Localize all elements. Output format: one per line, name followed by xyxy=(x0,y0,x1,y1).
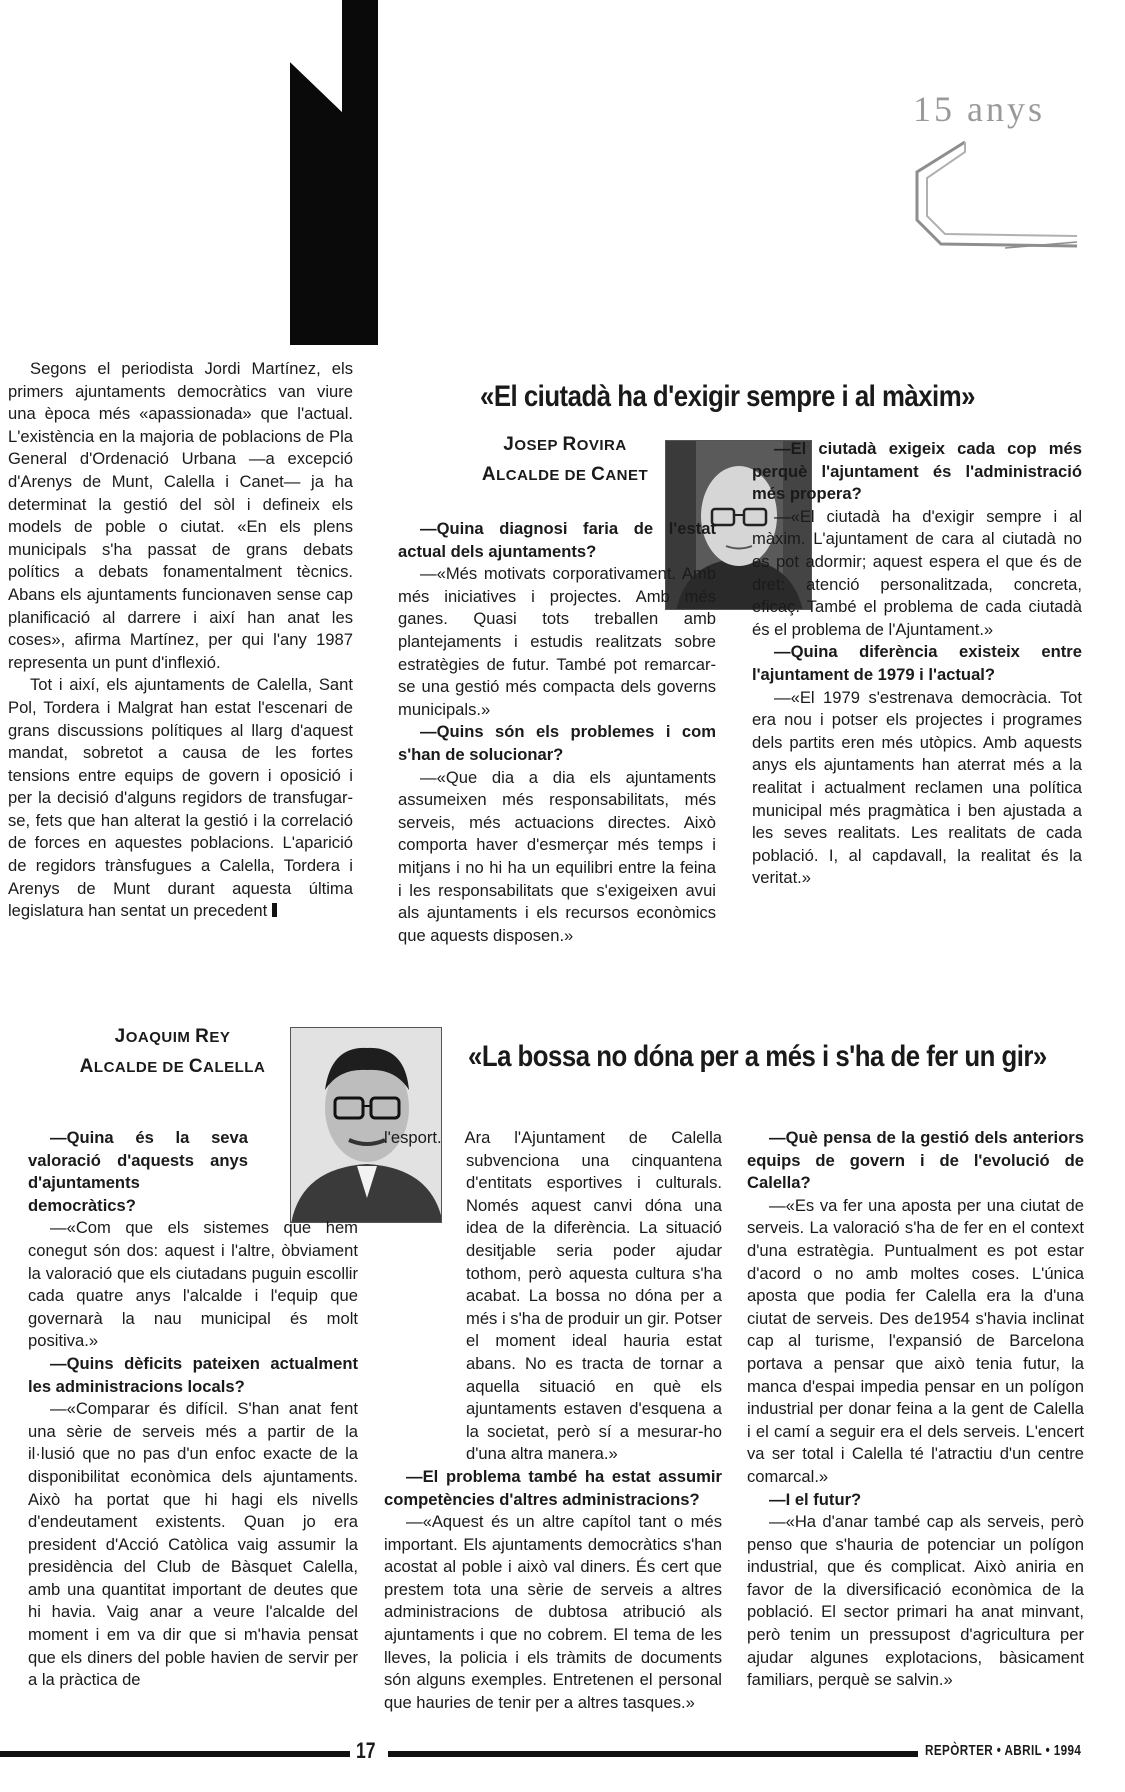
decorative-black-block xyxy=(290,0,378,345)
interview2-byline xyxy=(65,1022,280,1082)
interview1-role: ALCALDE DE CANET xyxy=(481,464,649,485)
interview2-question: —El problema també ha estat assumir competències d'altres administracions? xyxy=(384,1466,722,1509)
badge-bracket-graphic xyxy=(905,132,1085,262)
intro-paragraph: Segons el periodista Jordi Martínez, els primers ajuntaments democràtics van viure una època més «apassionada» que l'actual. L'existència en la majoria de poblacions de Pla General d'Ordenació Urbana —a excepció d'Arenys de Munt, Calella i Canet— ja ha determinat la gestió del sòl i defineix els models de poble o ciutat. «En els plens municipals s'ha passat de grans debats polítics a debats fonamentalment tècnics. Abans els ajuntaments funcionaven sense cap planificació al darrere i així han anat les coses», afirma Martínez, per qui l'any 1987 representa un punt d'inflexió. xyxy=(8,359,353,672)
interview1-column-1 xyxy=(398,518,716,947)
footer-rule-left xyxy=(0,1751,350,1757)
interview1-name: JOSEP ROVIRA xyxy=(503,434,627,455)
interview2-role: ALCALDE DE CALELLA xyxy=(79,1056,266,1077)
interview2-column-2 xyxy=(384,1127,722,1714)
interview1-question: —El ciutadà exigeix cada cop més perquè l'ajuntament és l'administració més propera? xyxy=(752,439,1082,504)
intro-paragraph-text: Tot i així, els ajuntaments de Calella, Sant Pol, Tordera i Malgrat han estat l'escenari de grans discussions polítiques al llarg d'aquest mandat, sobretot a causa de les fortes tensions entre equips de govern i oposició i per la decisió d'alguns regidors de transfugar-se, fets que han alterat la gestió i la correlació de forces en aquestes poblacions. L'aparició de regidors trànsfugues a Calella, Tordera i Arenys de Munt durant aquesta última legislatura han sentat un precedent xyxy=(8,675,353,921)
interview2-question: —Què pensa de la gestió dels anteriors equips de govern i de l'evolució de Calella? xyxy=(747,1128,1084,1193)
interview2-answer: l'esport. Ara l'Ajuntament de Calella subvenciona una cinquantena d'entitats esportives i culturals. Només aquest canvi dóna una idea de la diferència. La situació desitjable seria poder ajudar tothom, però aquesta cultura s'ha acabat. La bossa no dóna per a més i s'ha de produir un gir. Potser el moment ideal hauria estat abans. No es tracta de tornar a aquella situació en què els ajuntaments estaven d'esquena a la societat, però sí a mesurar-ho d'una altra manera.» xyxy=(384,1128,722,1464)
interview1-question: —Quina diferència existeix entre l'ajuntament de 1979 i l'actual? xyxy=(752,642,1082,684)
intro-column xyxy=(8,358,353,923)
magazine-footer: REPÒRTER • ABRIL • 1994 xyxy=(925,1742,1082,1759)
interview1-headline: «El ciutadà ha d'exigir sempre i al màxim» xyxy=(480,380,975,413)
interview2-headline: «La bossa no dóna per a més i s'ha de fer un gir» xyxy=(468,1040,1047,1073)
interview2-column-3 xyxy=(747,1127,1084,1692)
section-badge-label: 15 anys xyxy=(913,89,1045,129)
interview2-column-1 xyxy=(28,1127,358,1692)
interview1-byline xyxy=(480,430,650,490)
interview1-answer: —«El ciutadà ha d'exigir sempre i al màxim. L'ajuntament de cara al ciutadà no es pot adormir; aquest espera el que és de dret: atenció personalitzada, concreta, eficaç. També el problema de cada ciutadà és el problema de l'Ajuntament.» xyxy=(752,506,1082,639)
interview2-name: JOAQUIM REY xyxy=(114,1026,231,1047)
footer-rule-right xyxy=(388,1751,918,1757)
interview2-answer: —«Aquest és un altre capítol tant o més important. Els ajuntaments democràtics s'han acostat al poble i això val diners. És cert que prestem tota una sèrie de serveis a altres administracions de dubtosa atribució als ajuntaments i que no cobrem. El tema de les lleves, la policia i els tràmits de documents són alguns exemples. Entretenen el personal que hauries de tenir per a altres tasques.» xyxy=(384,1512,722,1712)
interview1-answer: —«El 1979 s'estrenava democràcia. Tot era nou i potser els projectes i programes dels partits eren més utòpics. Amb aquests anys els ajuntaments han aterrat més a la realitat i actualment reclamen una política municipal més pragmàtica i ben ajustada a les seves realitats. Les realitats de cada població. I, al capdavall, la realitat és la veritat.» xyxy=(752,687,1082,888)
interview1-question: —Quina diagnosi faria de l'estat actual dels ajuntaments? xyxy=(398,519,716,561)
intro-paragraph xyxy=(8,674,353,923)
interview2-answer: —«Comparar és difícil. S'han anat fent una sèrie de serveis més a partir de la il·lusió que no pas d'un enfoc exacte de la disponibilitat econòmica dels ajuntaments. Això ha portat que hi hagi els nivells d'endeutament existents. Quan jo era president d'Acció Catòlica vaig assumir la presidència del Club de Bàsquet Calella, amb una quantitat important de deutes que hi havia. Vaig anar a veure l'alcalde del moment i em va dir que si m'havia pensat que els diners del poble havien de servir per a la pràctica de xyxy=(28,1399,358,1690)
interview2-answer: —«Ha d'anar també cap als serveis, però penso que s'hauria de potenciar un polígon industrial, que és complicat. Això aniria en favor de la diversificació econòmica de la població. El sector primari ha anat minvant, però tenim un pressupost d'agricultura per ajudar algunes explotacions, bàsicament familiars, perquè se salvin.» xyxy=(747,1512,1084,1690)
interview2-question: —Quina és la seva valoració d'aquests anys d'ajuntaments democràtics? xyxy=(28,1128,248,1215)
interview1-answer: —«Més motivats corporativament. Amb més iniciatives i projectes. Amb més ganes. Quasi tots treballen amb plantejaments i estudis realitzats sobre estratègies de futur. També pot remarcar-se una gestió més compacta dels governs municipals.» xyxy=(398,564,716,719)
end-mark-icon xyxy=(272,903,277,917)
interview1-column-2 xyxy=(752,438,1082,890)
interview2-question: —Quins dèficits pateixen actualment les administracions locals? xyxy=(28,1353,358,1396)
interview2-answer: —«Com que els sistemes que hem conegut són dos: aquest i l'altre, òbviament la valoració que els ciutadans puguin escollir cada quatre anys l'alcalde i l'equip que governarà la nau municipal és molt positiva.» xyxy=(28,1218,358,1351)
interview1-question: —Quins són els problemes i com s'han de solucionar? xyxy=(398,722,716,764)
interview2-question: —I el futur? xyxy=(769,1489,862,1509)
interview1-answer: —«Que dia a dia els ajuntaments assumeixen més responsabilitats, més serveis, més actuacions directes. Això comporta haver d'esmerçar més temps i mitjans i no hi ha un equilibri entre la feina i les responsabilitats que s'exigeixen avui als ajuntaments i els recursos econòmics que aquests disposen.» xyxy=(398,767,716,945)
page-number: 17 xyxy=(356,1738,376,1763)
section-badge xyxy=(905,88,1105,288)
interview2-answer: —«Es va fer una aposta per una ciutat de serveis. La valoració s'ha de fer en el context d'una estratègia. Puntualment es pot estar d'acord o no amb moltes coses. L'única aposta que podia fer Calella era la d'una ciutat de serveis. Des de1954 s'havia inclinat cap al turisme, l'expansió de Barcelona portava a pensar que això tenia futur, la manca d'espai impedia pensar en un polígon industrial per donar feina a la gent de Calella i el camí a seguir era el dels serveis. L'encert va ser total i Calella té l'atractiu d'un centre comarcal.» xyxy=(747,1195,1084,1486)
